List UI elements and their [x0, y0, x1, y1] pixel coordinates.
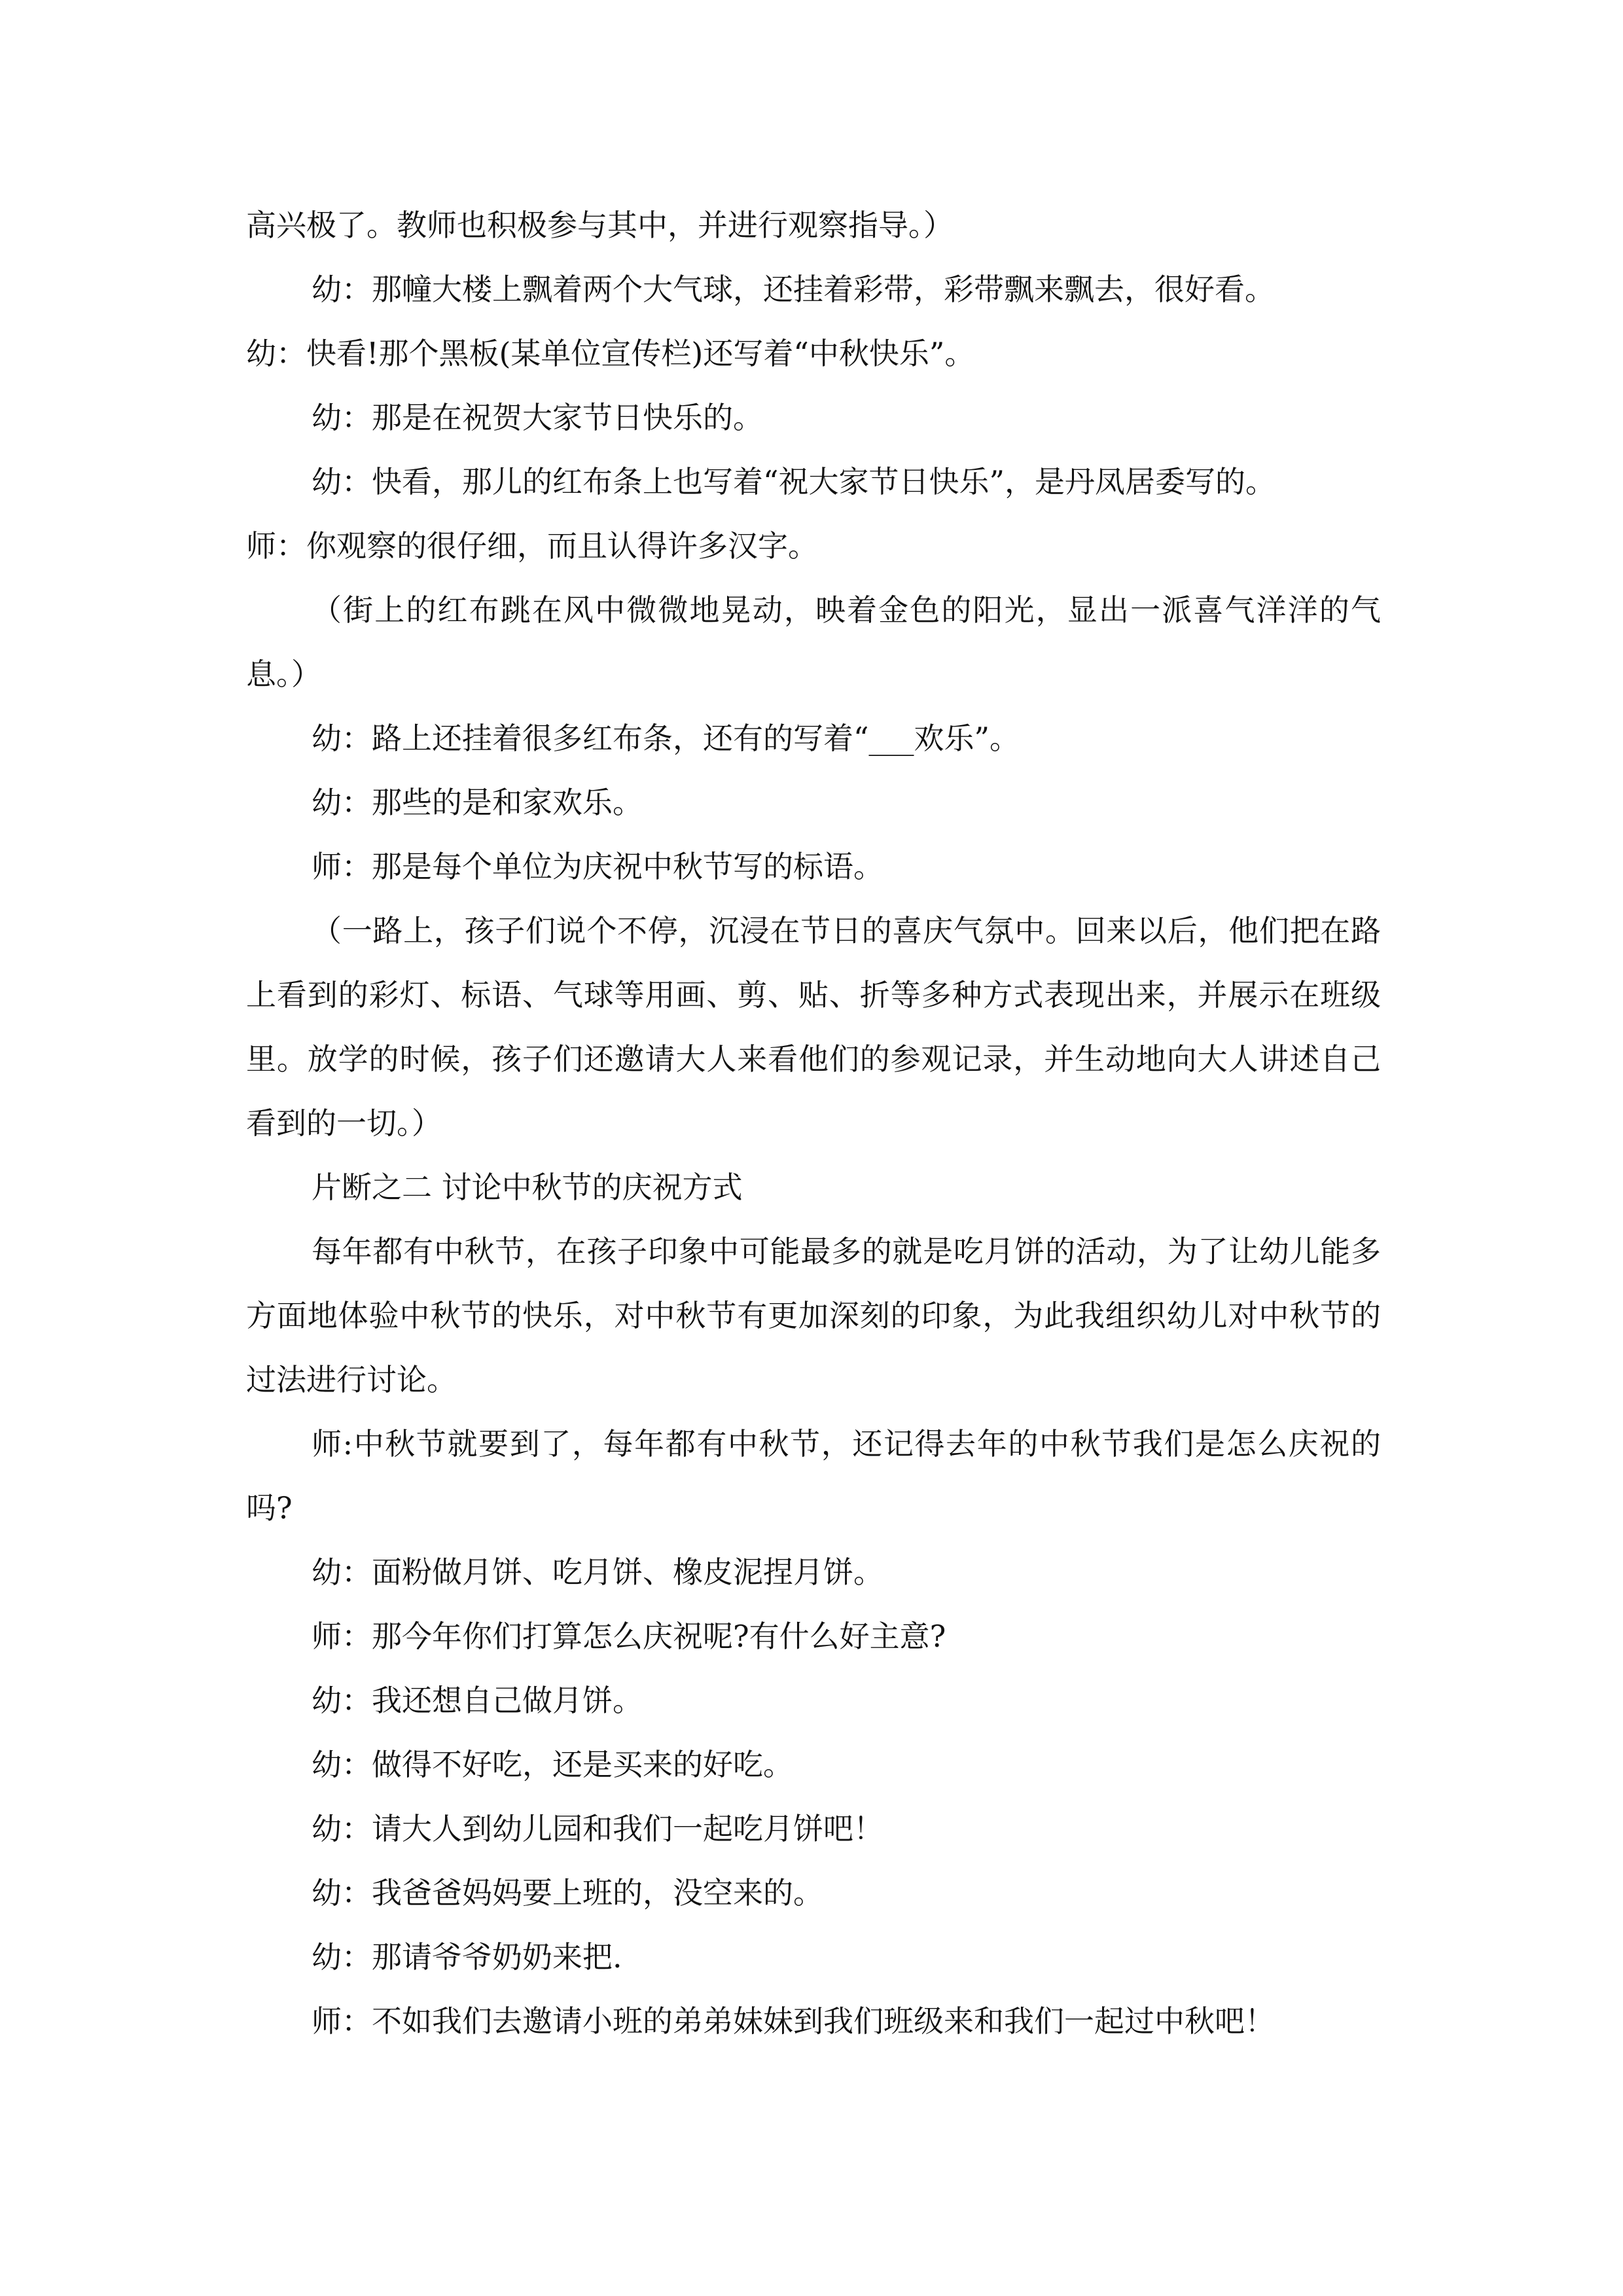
section-heading: 片断之二 讨论中秋节的庆祝方式 [312, 1170, 743, 1205]
paragraph: 师：你观察的很仔细，而且认得许多汉字。 [246, 528, 818, 564]
paragraph: 师:中秋节就要到了，每年都有中秋节，还记得去年的中秋节我们是怎么庆祝的吗? [246, 1426, 1381, 1526]
paragraph: 幼：那幢大楼上飘着两个大气球，还挂着彩带，彩带飘来飘去，很好看。 [312, 272, 1275, 307]
paragraph: 幼：我爸爸妈妈要上班的，没空来的。 [312, 1875, 823, 1910]
paragraph: 每年都有中秋节，在孩子印象中可能最多的就是吃月饼的活动，为了让幼儿能多方面地体验中秋节的快乐，对中秋节有更加深刻的印象，为此我组织幼儿对中秋节的过法进行讨论。 [246, 1234, 1381, 1397]
paragraph: （街上的红布跳在风中微微地晃动，映着金色的阳光，显出一派喜气洋洋的气息。） [246, 592, 1381, 692]
paragraph: 幼：快看!那个黑板(某单位宣传栏)还写着“中秋快乐”。 [246, 336, 975, 371]
paragraph: 师：那是每个单位为庆祝中秋节写的标语。 [312, 849, 883, 884]
paragraph: 师：那今年你们打算怎么庆祝呢?有什么好主意? [312, 1619, 946, 1654]
paragraph: 幼：请大人到幼儿园和我们一起吃月饼吧！ [312, 1811, 883, 1846]
paragraph: 幼：做得不好吃，还是买来的好吃。 [312, 1747, 793, 1782]
paragraph: 幼：我还想自己做月饼。 [312, 1683, 643, 1718]
paragraph: 幼：那请爷爷奶奶来把. [312, 1939, 622, 1975]
paragraph: 幼：那些的是和家欢乐。 [312, 785, 643, 820]
paragraph: 高兴极了。教师也积极参与其中，并进行观察指导。） [246, 207, 954, 243]
paragraph: 幼：路上还挂着很多红布条，还有的写着“___欢乐”。 [312, 721, 1020, 756]
paragraph: 幼：快看，那儿的红布条上也写着“祝大家节日快乐”，是丹凤居委写的。 [312, 464, 1276, 499]
paragraph: 幼：面粉做月饼、吃月饼、橡皮泥捏月饼。 [312, 1554, 883, 1590]
paragraph: 师：不如我们去邀请小班的弟弟妹妹到我们班级来和我们一起过中秋吧！ [312, 2003, 1275, 2039]
paragraph: （一路上，孩子们说个不停，沉浸在节日的喜庆气氛中。回来以后，他们把在路上看到的彩灯、标语、气球等用画、剪、贴、折等多种方式表现出来，并展示在班级里。放学的时候，孩子们还邀请大人来看他们的参观记录，并生动地向大人讲述自己看到的一切。） [246, 913, 1381, 1141]
paragraph: 幼：那是在祝贺大家节日快乐的。 [312, 400, 763, 435]
document-body [246, 193, 1381, 2053]
